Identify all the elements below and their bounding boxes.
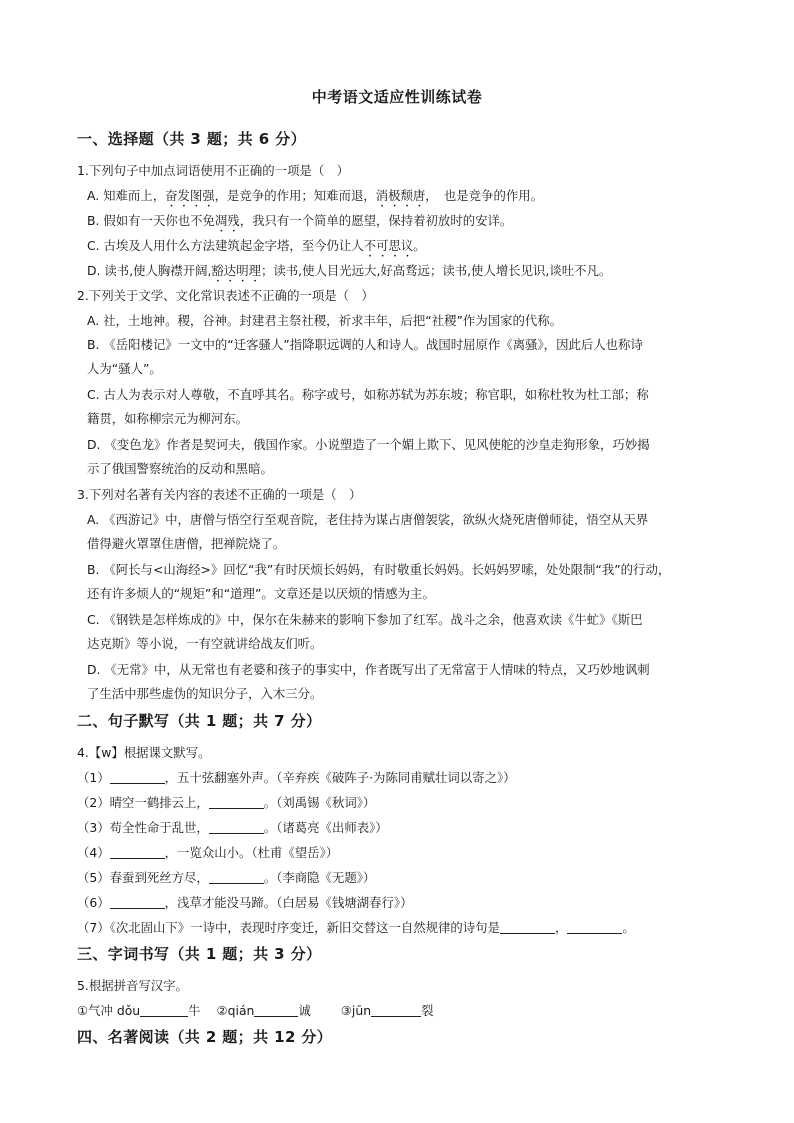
question-5-stem: 5.根据拼音写汉字。 xyxy=(77,978,188,993)
q3-option-d: D. 《无常》中，从无常也有老婆和孩子的事实中，作者既写出了无常富于人情味的特点，又巧妙地讽刺 xyxy=(87,662,650,677)
question-2-stem: 2.下列关于文学、文化常识表述不正确的一项是（ ） xyxy=(77,288,374,303)
answer-blank[interactable] xyxy=(254,1003,298,1017)
q3-option-c: C. 《钢铁是怎样炼成的》中，保尔在朱赫来的影响下参加了红军。战斗之余，他喜欢读《牛虻》《斯巴 xyxy=(87,612,643,627)
q2-option-c: C. 古人为表示对人尊敬，不直呼其名。称字或号，如称苏轼为苏东坡；称官职，如称杜牧为杜工部；称 xyxy=(87,387,649,402)
q3-option-c-cont: 达克斯》等小说，一有空就讲给战友们听。 xyxy=(87,636,323,651)
q4-item-7: （7）《次北固山下》一诗中，表现时序变迁，新旧交替这一自然规律的诗句是 ， 。 xyxy=(77,920,635,935)
q2-option-d: D. 《变色龙》作者是契诃夫，俄国作家。小说塑造了一个媚上欺下、见风使舵的沙皇走狗形象，巧妙揭 xyxy=(87,437,650,452)
q4-item-4: （4） ，一览众山小。（杜甫《望岳》） xyxy=(77,845,339,860)
q1-option-a: A. 知难而上，奋发图强，是竞争的作用；知难而退，消极颓唐， 也是竞争的作用。 xyxy=(87,188,544,203)
emphasized-word: 豁达明理 xyxy=(211,263,261,278)
section-heading-choice: 一、选择题（共 3 题；共 6 分） xyxy=(77,130,306,148)
q4-item-6: （6） ，浅草才能没马蹄。（白居易《钱塘湖春行》） xyxy=(77,895,413,910)
q3-option-a-cont: 借得避火罩罩住唐僧，把禅院烧了。 xyxy=(87,536,286,551)
q3-option-a: A. 《西游记》中，唐僧与悟空行至观音院，老住持为谋占唐僧袈裟，欲纵火烧死唐僧师徒，悟空从天界 xyxy=(87,512,649,527)
q4-item-1: （1） ，五十弦翻塞外声。（辛弃疾《破阵子·为陈同甫赋壮词以寄之》） xyxy=(77,770,516,785)
q1-option-d: D. 读书,使人胸襟开阔,豁达明理；读书,使人目光远大,好高骛远；读书,使人增长见识,谈吐不凡。 xyxy=(87,263,612,278)
q3-option-b-cont: 还有许多烦人的“规矩”和“道理”。文章还是以厌烦的情感为主。 xyxy=(87,586,435,601)
answer-blank[interactable] xyxy=(500,920,555,934)
q2-option-c-cont: 籍贯，如称柳宗元为柳河东。 xyxy=(87,411,249,426)
question-4-stem: 4.【w】根据课文默写。 xyxy=(77,745,211,760)
page-title: 中考语文适应性训练试卷 xyxy=(311,88,483,106)
q4-item-3: （3）苟全性命于乱世， 。（诸葛亮《出师表》） xyxy=(77,820,388,835)
q2-option-b-cont: 人为“骚人”。 xyxy=(87,361,162,376)
answer-blank[interactable] xyxy=(567,920,622,934)
answer-blank[interactable] xyxy=(110,845,165,859)
q2-option-b: B. 《岳阳楼记》一文中的“迁客骚人”指降职远调的人和诗人。战国时屈原作《离骚》，因此后人也称诗 xyxy=(87,337,643,352)
q2-option-a: A. 社，土地神。稷，谷神。封建君主祭社稷，祈求丰年，后把“社稷”作为国家的代称。 xyxy=(87,313,563,328)
section-heading-dictation: 二、句子默写（共 1 题；共 7 分） xyxy=(77,712,322,730)
q3-option-b: B. 《阿长与<山海经>》回忆“我”有时厌烦长妈妈，有时敬重长妈妈。长妈妈罗嗦，处处限制“我”的行动， xyxy=(87,562,671,577)
section-heading-writing: 三、字词书写（共 1 题；共 3 分） xyxy=(77,945,322,963)
q1-option-b: B. 假如有一天你也不免凋残，我只有一个简单的愿望，保持着初放时的安详。 xyxy=(87,213,513,228)
answer-blank[interactable] xyxy=(371,1003,421,1017)
section-heading-reading: 四、名著阅读（共 2 题；共 12 分） xyxy=(77,1028,333,1046)
answer-blank[interactable] xyxy=(209,820,264,834)
emphasized-word: 消极颓唐 xyxy=(375,188,426,203)
answer-blank[interactable] xyxy=(209,870,264,884)
emphasized-word: 奋发图强 xyxy=(165,188,215,203)
answer-blank[interactable] xyxy=(209,795,264,809)
answer-blank[interactable] xyxy=(110,770,165,784)
q4-item-5: （5）春蚕到死丝方尽， 。（李商隐《无题》） xyxy=(77,870,376,885)
question-1-stem: 1.下列句子中加点词语使用不正确的一项是（ ） xyxy=(77,163,350,178)
q3-option-d-cont: 了生活中那些虚伪的知识分子，入木三分。 xyxy=(87,686,323,701)
q2-option-d-cont: 示了俄国警察统治的反动和黑暗。 xyxy=(87,461,273,476)
q5-pinyin-items: ①气冲 dǒu 牛 ②qián 诚 ③jūn 裂 xyxy=(77,1003,434,1018)
emphasized-word: 不可思议 xyxy=(363,238,414,253)
q4-item-2: （2）晴空一鹤排云上， 。（刘禹锡《秋词》） xyxy=(77,795,376,810)
answer-blank[interactable] xyxy=(140,1003,188,1017)
question-3-stem: 3.下列对名著有关内容的表述不正确的一项是（ ） xyxy=(77,487,362,502)
answer-blank[interactable] xyxy=(110,895,165,909)
q1-option-c: C. 古埃及人用什么方法建筑起金字塔，至今仍让人不可思议。 xyxy=(87,238,426,253)
emphasized-word: 凋残 xyxy=(214,213,240,228)
